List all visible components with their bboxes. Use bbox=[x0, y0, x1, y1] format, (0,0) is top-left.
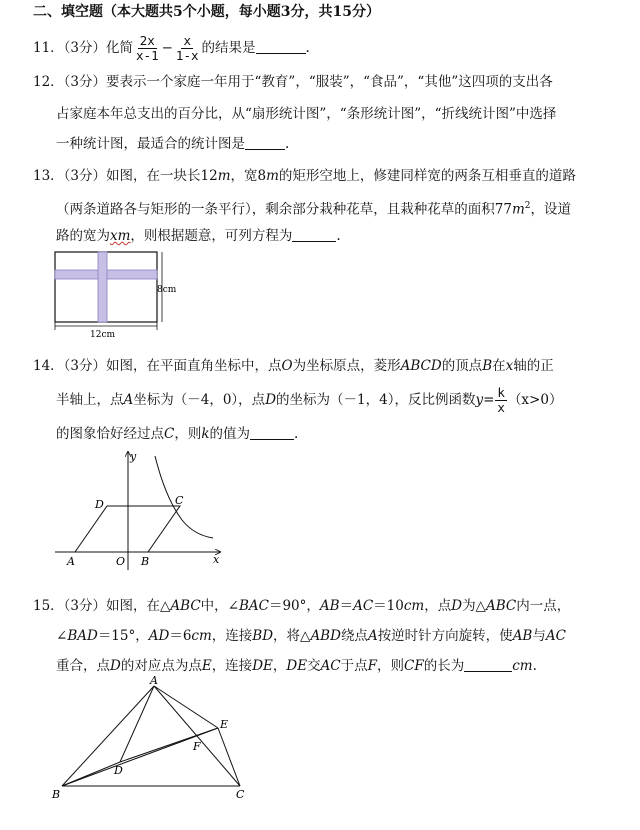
q13-line-3: 路的宽为xm，则根据题意，可列方程为 . bbox=[56, 228, 341, 244]
label-c: C bbox=[175, 494, 184, 507]
label-e: E bbox=[220, 718, 229, 731]
label-a: A bbox=[67, 555, 75, 568]
label-c: C bbox=[236, 788, 245, 801]
width-label: 12cm bbox=[90, 330, 116, 340]
q15-line-3: 重合，点D的对应点为点E，连接DE，DE交AC于点F，则CF的长为 cm. bbox=[56, 658, 537, 674]
q11-prefix: 11．（3分）化简 bbox=[33, 40, 134, 56]
q14-answer-blank[interactable] bbox=[250, 425, 294, 440]
label-a: A bbox=[150, 674, 158, 687]
segment-ab bbox=[62, 686, 154, 786]
hyperbola-curve bbox=[155, 456, 213, 538]
label-x: x bbox=[213, 553, 220, 566]
q15-triangle-figure bbox=[50, 676, 260, 806]
label-b: B bbox=[52, 788, 61, 801]
q14-fraction: $\frac{k}{x}$ bbox=[497, 385, 505, 415]
q12-line-1: 12．（3分）要表示一个家庭一年用于“教育”，“服装”，“食品”，“其他”这四项的支出各 bbox=[33, 74, 553, 90]
q15-answer-blank[interactable] bbox=[464, 657, 512, 672]
q15-line-1: 15．（3分）如图，在△ABC中，∠BAC＝90°，AB＝AC＝10cm，点D为△ABC内一点， bbox=[33, 598, 571, 614]
label-d: D bbox=[95, 498, 104, 511]
question-11: 11．（3分）化简 $\frac{2x}{x-1}$ − $\frac{x}{1-x}$ 的结果是 . bbox=[33, 33, 310, 63]
segment-ec bbox=[218, 728, 240, 786]
segment-be bbox=[62, 728, 218, 786]
q12-answer-blank[interactable] bbox=[245, 135, 285, 150]
q14-coordinate-figure bbox=[55, 448, 235, 573]
q11-fraction-1: $\frac{2x}{x-1}$ bbox=[136, 33, 159, 63]
q13-line-1: 13．（3分）如图，在一块长12m，宽8m的矩形空地上，修建同样宽的两条互相垂直的道路 bbox=[33, 168, 576, 184]
label-b: B bbox=[141, 555, 150, 568]
section-heading: 二、填空题（本大题共5个小题，每小题3分，共15分） bbox=[33, 4, 380, 20]
q15-line-2: ∠BAD＝15°，AD＝6cm，连接BD，将△ABD绕点A按逆时针方向旋转，使AB与AC bbox=[56, 628, 566, 644]
segment-ae bbox=[154, 686, 218, 728]
q11-minus: − bbox=[161, 40, 173, 56]
segment-ad bbox=[120, 686, 154, 762]
q13-answer-blank[interactable] bbox=[292, 227, 336, 242]
q12-line-2: 占家庭本年总支出的百分比，从“扇形统计图”，“条形统计图”，“折线统计图”中选择 bbox=[56, 106, 557, 122]
q11-fraction-2: $\frac{x}{1-x}$ bbox=[175, 33, 199, 63]
q13-rectangle-figure bbox=[50, 250, 190, 340]
q14-line-3: 的图象恰好经过点C，则k的值为 . bbox=[56, 426, 299, 442]
q14-line-2: 半轴上，点A坐标为（－4，0），点D的坐标为（－1，4），反比例函数y= $\frac{k}{x}$ （x>0） bbox=[56, 385, 563, 415]
q11-answer-blank[interactable] bbox=[256, 39, 306, 54]
label-o: O bbox=[116, 555, 126, 568]
height-label: 8cm bbox=[157, 285, 177, 295]
q12-line-3: 一种统计图，最适合的统计图是 . bbox=[56, 136, 290, 152]
q14-line-1: 14．（3分）如图，在平面直角坐标中，点O为坐标原点，菱形ABCD的顶点B在x轴的正 bbox=[33, 358, 554, 374]
label-f: F bbox=[193, 740, 201, 753]
q13-line-2: （两条道路各与矩形的一条平行），剩余部分栽种花草，且栽种花草的面积$77m^2$，设道 bbox=[56, 201, 571, 218]
q11-suffix: 的结果是 bbox=[201, 40, 256, 56]
label-d: D bbox=[114, 764, 123, 777]
vertical-road bbox=[98, 252, 107, 322]
label-y: y bbox=[130, 450, 137, 463]
